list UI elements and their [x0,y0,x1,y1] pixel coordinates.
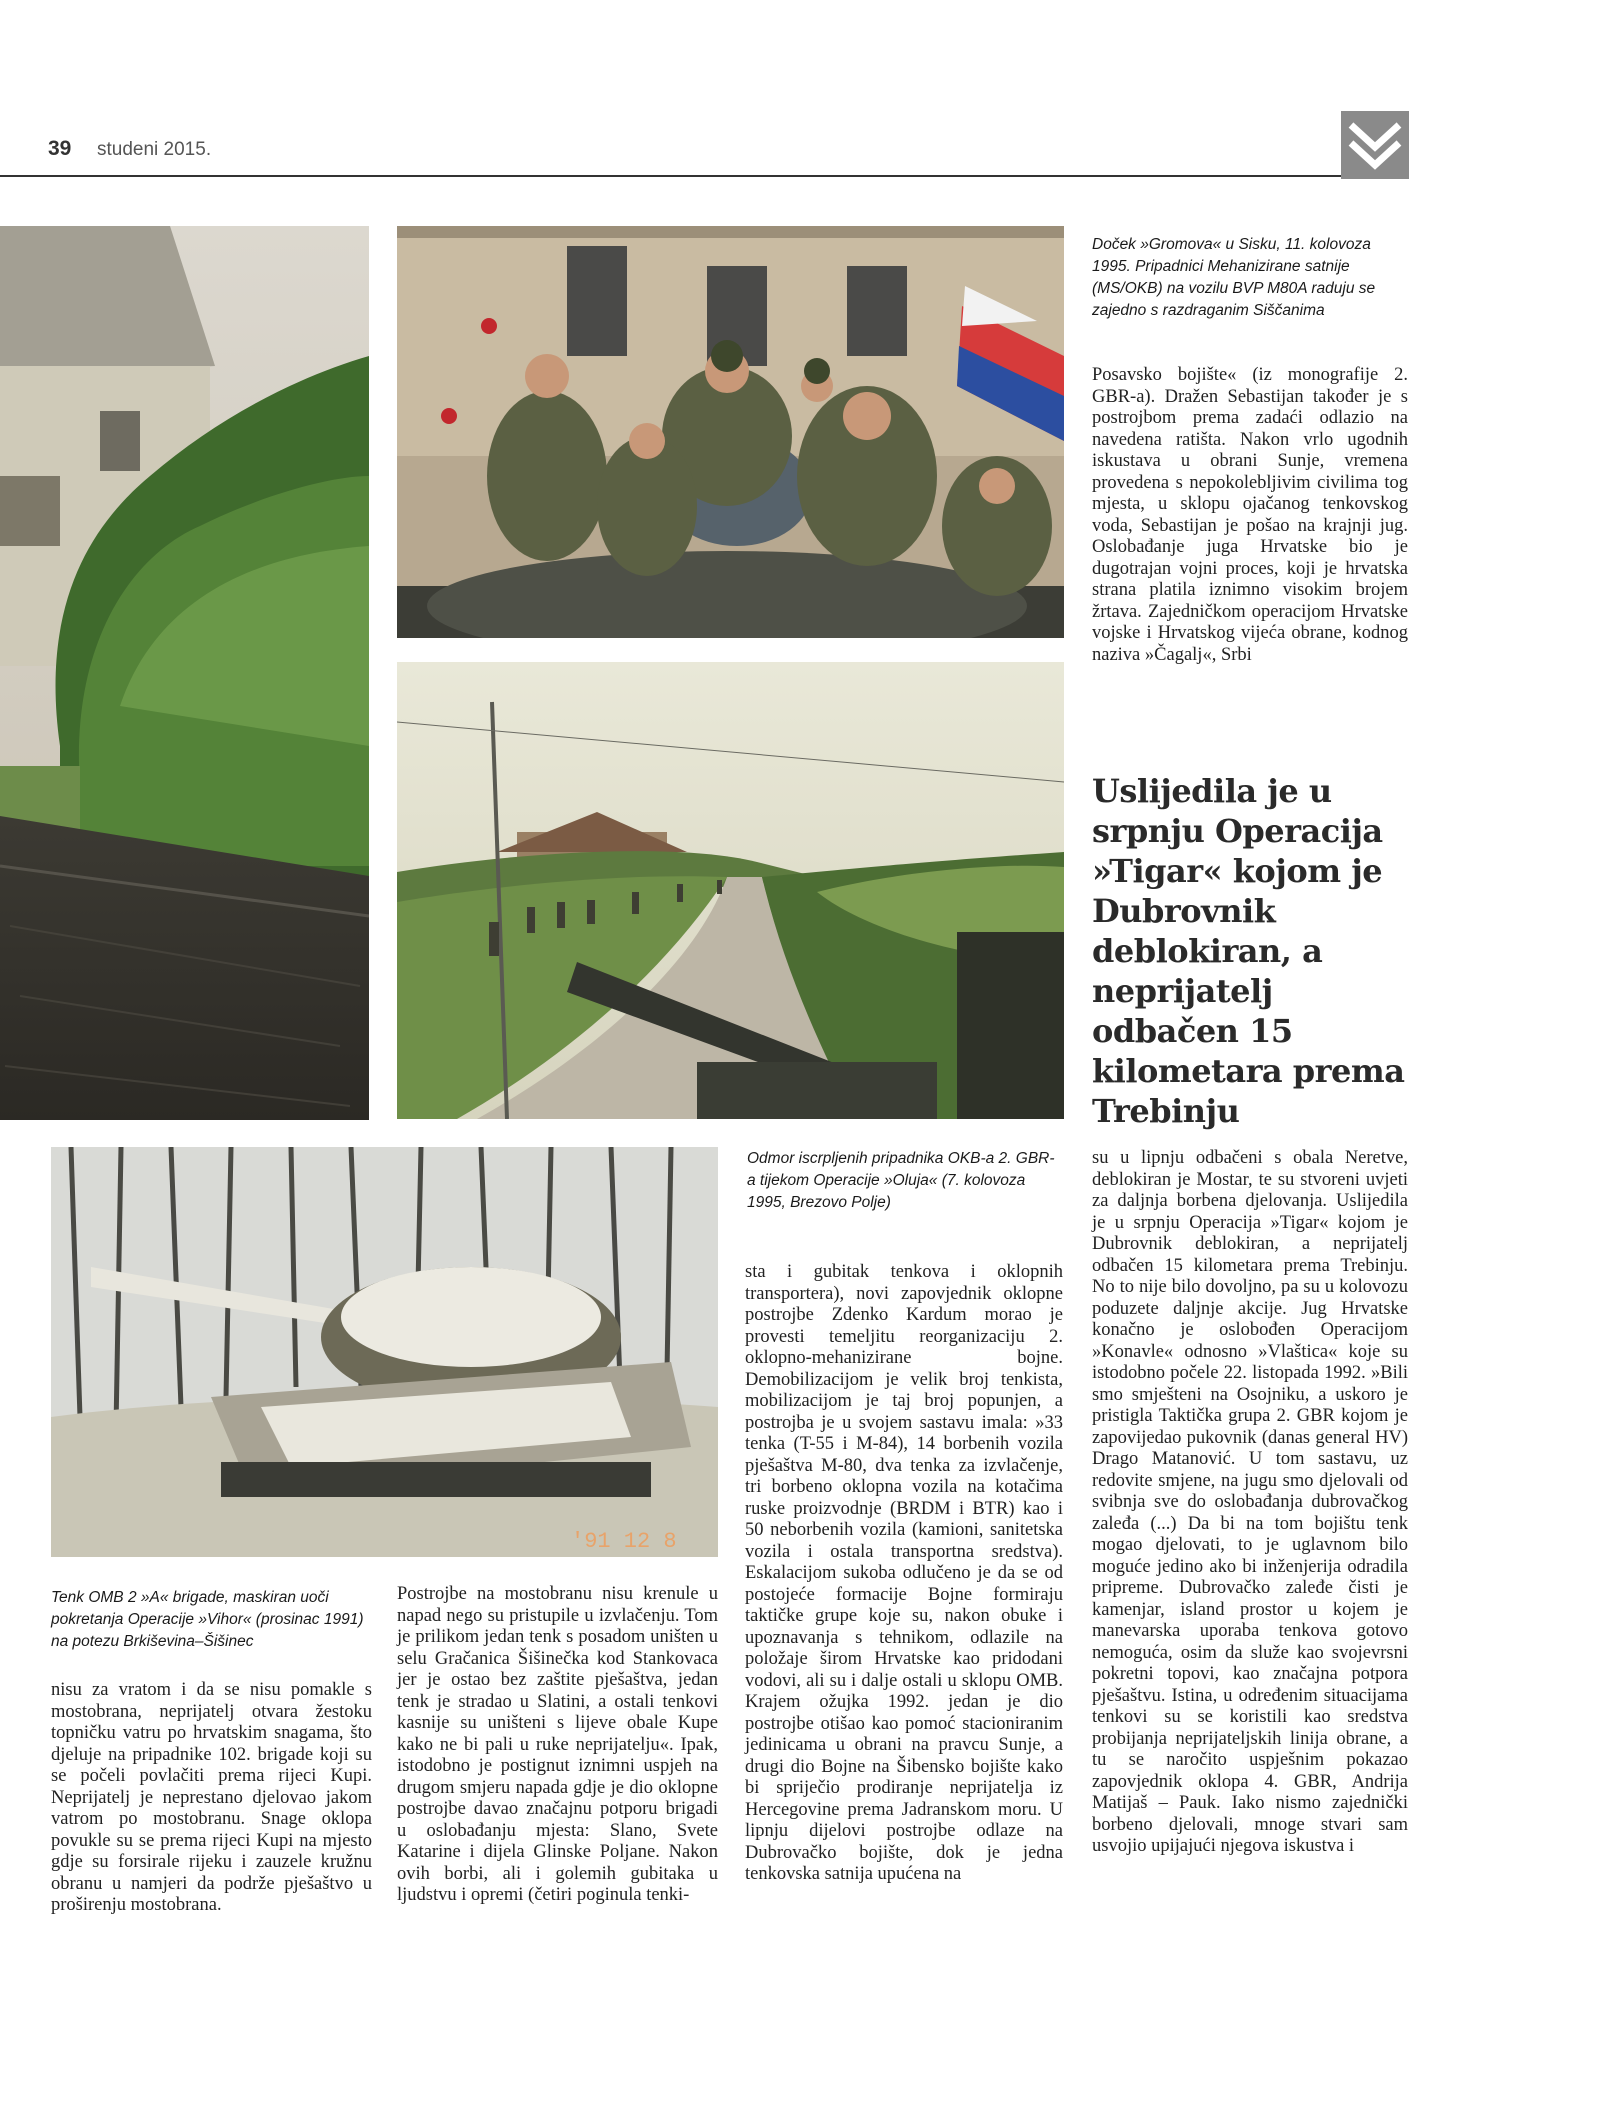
article-column-3 [745,1262,1063,1886]
page-number: 39 [48,137,72,160]
double-chevron-down-icon [1341,111,1409,179]
caption-tank: Tenk OMB 2 »A« brigade, maskiran uoči pokretanja Operacije »Vihor« (prosinac 1991) na potezu Brkiševina–Šišinec [51,1589,364,1650]
paragraph: nisu za vratom i da se nisu pomakle s mostobrana, neprijatelj otvara žestoku topničku vatru po hrvatskim snagama, što djeluje na pripadnike 102. brigade koji su se počeli povlačiti prema rijeci Kupi. Neprijatelj je neprestano djelovao jakom vatrom po mostobranu. Snage oklopa povukle su se prema rijeci Kupi na mjesto gdje su forsirale rijeku i zauzele kružnu obranu u namjeri da podrže pješaštvo u proširenju mostobrana. [51,1680,372,1915]
issue-date: studeni 2015. [97,139,212,160]
tank-date-stamp: '91 12 8 [571,1529,677,1554]
paragraph: Posavsko bojište« (iz monografije 2. GBR-a). Dražen Sebastijan također je s postrojbom prema zadaći odlazio na navedena ratišta. Nakon vrlo ugodnih iskustava u obrani Sunje, vremena provedena s nepokolebljivim civilima tog mjesta, u sklopu ojačanog tenkovskog voda, Sebastijan je pošao na krajnji jug. Oslobađanje juga Hrvatske bio je dugotrajan vojni proces, koji je hrvatska strana platila iznimno visokim brojem žrtava. Zajedničkom operacijom Hrvatske vojske i Hrvatskog vijeća obrane, kodnog naziva »Čagalj«, Srbi [1092,365,1408,665]
article-column-2 [397,1584,718,1907]
caption-top-right: Doček »Gromova« u Sisku, 11. kolovoza 1995. Pripadnici Mehanizirane satnije (MS/OKB) na vozilu BVP M80A raduju se zajedno s razdraganim Siščanima [1092,236,1376,319]
pull-quote: Uslijedila je u srpnju Operacija »Tigar« kojom je Dubrovnik deblokiran, a neprijatelj odbačen 15 kilometara prema Trebinju [1092,772,1405,1130]
article-column-1 [51,1680,372,1917]
paragraph: su u lipnju odbačeni s obala Neretve, deblokiran je Mostar, te su stvoreni uvjeti za daljnja borbena djelovanja. Uslijedila je u srpnju Operacija »Tigar« kojom je Dubrovnik deblokiran, a neprijatelj odbačen 15 kilometara prema Trebinju. No to nije bilo dovoljno, pa su u kolovozu poduzete daljnje akcije. Jug Hrvatske konačno je oslobođen Operacijom »Konavle« odnosno »Vlaštica« koje su istodobno počele 22. listopada 1992. »Bili smo smješteni na Osojniku, a uskoro je pristigla Taktička grupa 2. GBR kojom je zapovijedao pukovnik (danas general HV) Drago Matanović. U tom sastavu, uz redovite smjene, na jugu smo djelovali od svibnja sve do oslobađanja dubrovačkog zaleđa (...) Da bi na tom bojištu tenk mogao djelovati, to je uglavnom bilo moguće jedino ako bi inženjerija odradila pripreme. Dubrovačko zaleđe čisti je kamenjar, island prostor u kojem je manevarska uporaba tenkova gotovo nemoguća, osim da služe kao svojevrsni pokretni topovi, kao značajna potpora pješaštvu. Istina, u određenim situacijama tenkovi su se koristili kao sredstva probijanja neprijateljskih linija obrane, a tu se naročito uspješnim pokazao zapovjednik oklopa 4. GBR, Andrija Matijaš – Pauk. Iako nismo zajednički borbeno djelovali, mnoge stvari sam usvojio upijajući njegova iskustva i [1092,1148,1408,1856]
header-rule [0,175,1341,177]
article-column-top-right [1092,365,1408,666]
photo-house-hedge [0,226,369,1120]
article-column-4 [1092,1148,1408,1858]
photo-tank-snow [51,1147,718,1557]
paragraph: Postrojbe na mostobranu nisu krenule u napad nego su pristupile u izvlačenju. Tom je prilikom jedan tenk s posadom uništen u selu Gračanica Šišinečka kod Stankovaca jer je ostao bez zaštite pješaštva, jedan tenk je stradao u Slatini, a ostali tenkovi kasnije su uništeni s lijeve obale Kupe kako ne bi pali u ruke neprijatelju«. Ipak, istodobno je postignut iznimni uspjeh na drugom smjeru napada gdje je dio oklopne postrojbe davao značajnu potporu brigadi u oslobađanju mjesta: Slano, Svete Katarine i dijela Glinske Poljane. Nakon ovih borbi, ali i golemih gubitaka u ljudstvu i opremi (četiri poginula tenki- [397,1584,718,1905]
photo-soldiers-road [397,662,1064,1119]
caption-middle: Odmor iscrpljenih pripadnika OKB-a 2. GBR-a tijekom Operacije »Oluja« (7. kolovoza 1995, Brezovo Polje) [747,1150,1055,1211]
paragraph: sta i gubitak tenkova i oklopnih transportera), novi zapovjednik oklopne postrojbe Zdenko Kardum morao je provesti temeljitu reorganizaciju 2. oklopno-mehanizirane bojne. Demobilizacijom je velik broj tenkista, mobilizacijom je taj broj popunjen, a postrojba je u svojem sastavu imala: »33 tenka (T-55 i M-84), 14 borbenih vozila pješaštva M-80, dva tenka za izvlačenje, tri borbeno oklopna vozila na kotačima ruske proizvodnje (BRDM i BTR) kao i 50 neborbenih vozila (kamioni, sanitetska vozila i ostala transportna sredstva). Eskalacijom sukoba odlučeno je da se od postojeće formacije Bojne formiraju taktičke grupe koje su, nakon obuke i upoznavanja s tehnikom, odlazile na položaje širom Hrvatske kao pridodani vodovi, ali su i dalje ostali u sklopu OMB. Krajem ožujka 1992. jedan je dio postrojbe otišao kao pomoć stacioniranim jedinicama u obrani na pravcu Sunje, a drugi dio Bojne na Šibensko bojište kako bi spriječio prodiranje neprijatelja iz Hercegovine prema Jadranskom moru. U lipnju dijelovi postrojbe odlaze na Dubrovačko bojište, dok je jedna tenkovska satnija upućena na [745,1262,1063,1884]
photo-soldiers-on-vehicle [397,226,1064,638]
